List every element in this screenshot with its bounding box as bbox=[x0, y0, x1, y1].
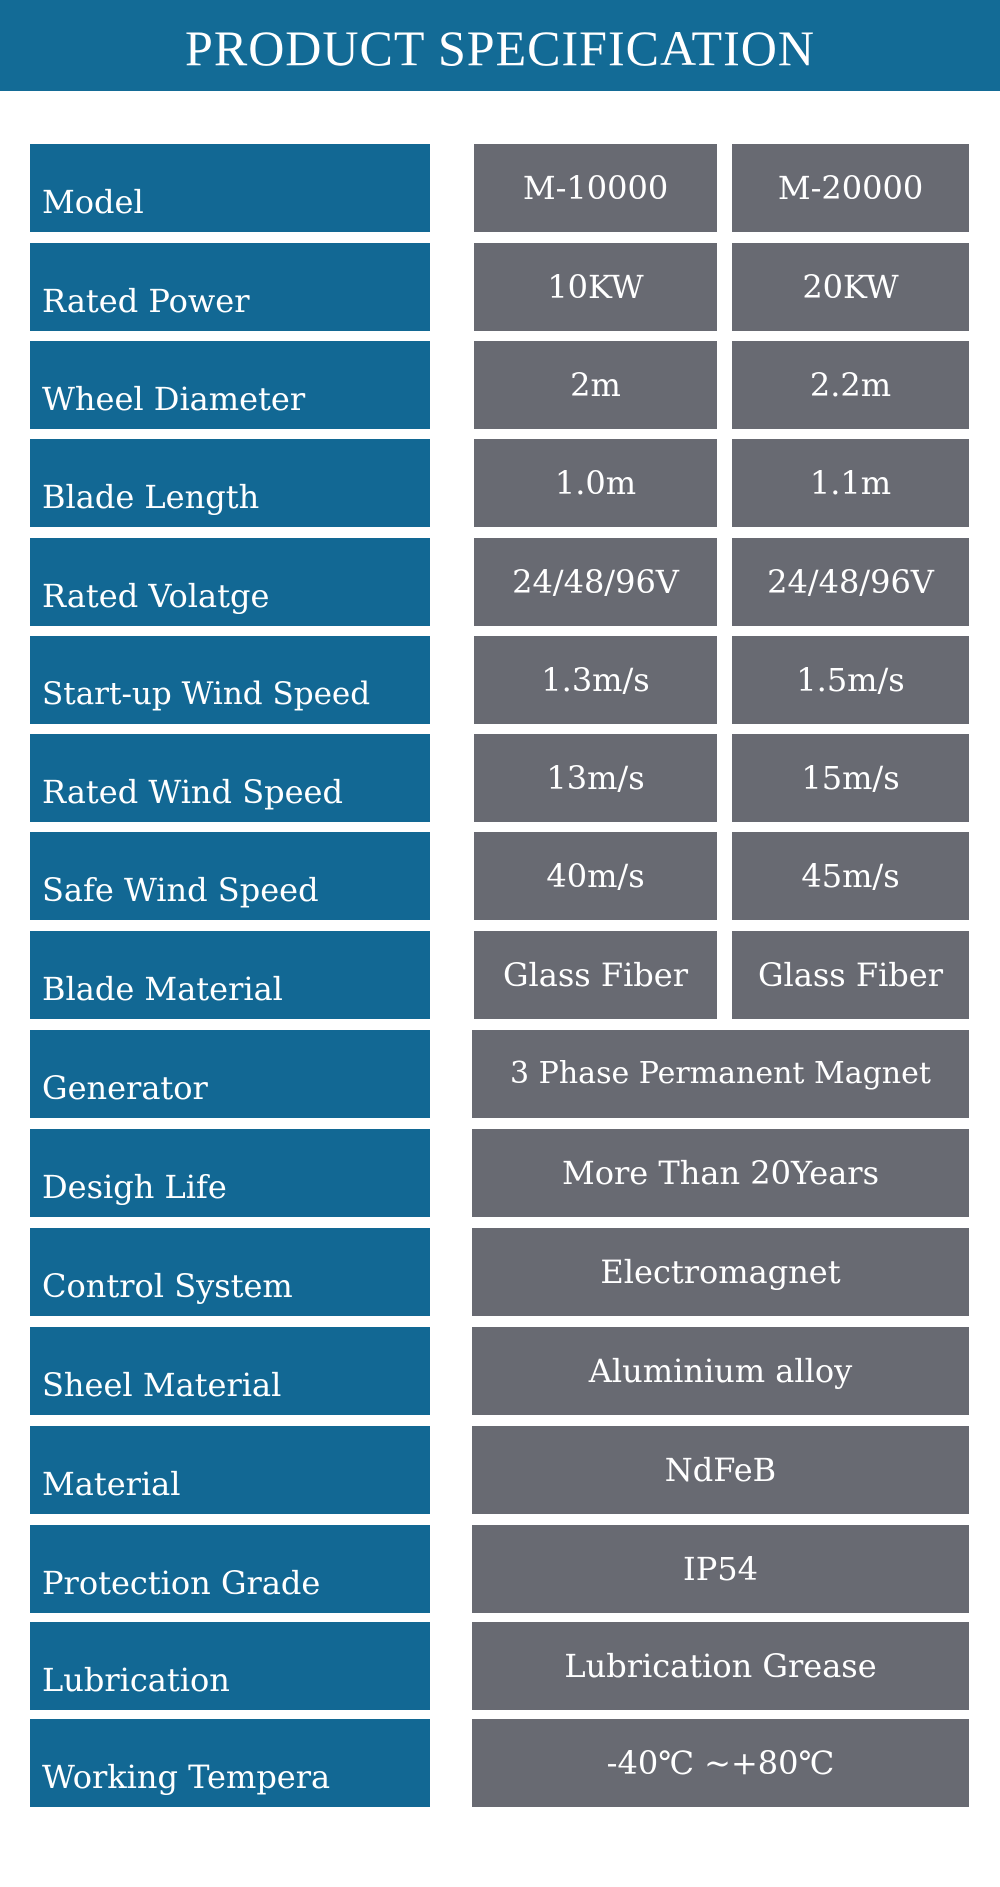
spec-label-blade-material: Blade Material bbox=[30, 931, 430, 1019]
spec-value-safe-wind-speed-m10000: 40m/s bbox=[474, 832, 717, 920]
spec-row-generator bbox=[0, 1030, 1000, 1118]
spec-value-material: NdFeB bbox=[472, 1426, 969, 1514]
page-title: PRODUCT SPECIFICATION bbox=[185, 19, 815, 76]
spec-row-start-up-wind-speed bbox=[0, 636, 1000, 724]
spec-label-wheel-diameter: Wheel Diameter bbox=[30, 341, 430, 429]
spec-row-wheel-diameter bbox=[0, 341, 1000, 429]
spec-value-shell-material: Aluminium alloy bbox=[472, 1327, 969, 1415]
spec-label-lubrication: Lubrication bbox=[30, 1622, 430, 1710]
spec-label-blade-length: Blade Length bbox=[30, 439, 430, 527]
spec-value-control-system: Electromagnet bbox=[472, 1228, 969, 1316]
spec-row-rated-power bbox=[0, 243, 1000, 331]
spec-value-safe-wind-speed-m20000: 45m/s bbox=[732, 832, 969, 920]
spec-row-shell-material bbox=[0, 1327, 1000, 1415]
spec-row-working-temperature bbox=[0, 1719, 1000, 1807]
spec-label-safe-wind-speed: Safe Wind Speed bbox=[30, 832, 430, 920]
spec-row-control-system bbox=[0, 1228, 1000, 1316]
spec-row-lubrication bbox=[0, 1622, 1000, 1710]
spec-label-protection-grade: Protection Grade bbox=[30, 1525, 430, 1613]
spec-value-lubrication: Lubrication Grease bbox=[472, 1622, 969, 1710]
spec-label-design-life: Desigh Life bbox=[30, 1129, 430, 1217]
spec-value-blade-material-m20000: Glass Fiber bbox=[732, 931, 969, 1019]
spec-value-blade-material-m10000: Glass Fiber bbox=[474, 931, 717, 1019]
spec-value-blade-length-m20000: 1.1m bbox=[732, 439, 969, 527]
spec-row-blade-material bbox=[0, 931, 1000, 1019]
spec-label-rated-power: Rated Power bbox=[30, 243, 430, 331]
spec-value-rated-voltage-m10000: 24/48/96V bbox=[474, 538, 717, 626]
spec-row-model bbox=[0, 144, 1000, 232]
spec-label-control-system: Control System bbox=[30, 1228, 430, 1316]
spec-row-protection-grade bbox=[0, 1525, 1000, 1613]
spec-label-working-temperature: Working Tempera bbox=[30, 1719, 430, 1807]
spec-value-blade-length-m10000: 1.0m bbox=[474, 439, 717, 527]
spec-label-shell-material: Sheel Material bbox=[30, 1327, 430, 1415]
spec-label-rated-voltage: Rated Volatge bbox=[30, 538, 430, 626]
spec-value-rated-power-m10000: 10KW bbox=[474, 243, 717, 331]
spec-value-model-m20000: M-20000 bbox=[732, 144, 969, 232]
spec-label-generator: Generator bbox=[30, 1030, 430, 1118]
spec-value-working-temperature: -40℃ ~+80℃ bbox=[472, 1719, 969, 1807]
spec-value-rated-voltage-m20000: 24/48/96V bbox=[732, 538, 969, 626]
spec-row-safe-wind-speed bbox=[0, 832, 1000, 920]
spec-label-rated-wind-speed: Rated Wind Speed bbox=[30, 734, 430, 822]
spec-value-start-up-wind-speed-m20000: 1.5m/s bbox=[732, 636, 969, 724]
spec-value-rated-wind-speed-m10000: 13m/s bbox=[474, 734, 717, 822]
spec-value-design-life: More Than 20Years bbox=[472, 1129, 969, 1217]
spec-row-rated-voltage bbox=[0, 538, 1000, 626]
spec-value-rated-wind-speed-m20000: 15m/s bbox=[732, 734, 969, 822]
spec-label-material: Material bbox=[30, 1426, 430, 1514]
spec-value-rated-power-m20000: 20KW bbox=[732, 243, 969, 331]
spec-label-start-up-wind-speed: Start-up Wind Speed bbox=[30, 636, 430, 724]
spec-value-wheel-diameter-m20000: 2.2m bbox=[732, 341, 969, 429]
spec-value-start-up-wind-speed-m10000: 1.3m/s bbox=[474, 636, 717, 724]
spec-value-protection-grade: IP54 bbox=[472, 1525, 969, 1613]
spec-row-design-life bbox=[0, 1129, 1000, 1217]
spec-row-rated-wind-speed bbox=[0, 734, 1000, 822]
spec-row-material bbox=[0, 1426, 1000, 1514]
spec-value-wheel-diameter-m10000: 2m bbox=[474, 341, 717, 429]
spec-value-model-m10000: M-10000 bbox=[474, 144, 717, 232]
spec-label-model: Model bbox=[30, 144, 430, 232]
spec-value-generator: 3 Phase Permanent Magnet bbox=[472, 1030, 969, 1118]
spec-row-blade-length bbox=[0, 439, 1000, 527]
